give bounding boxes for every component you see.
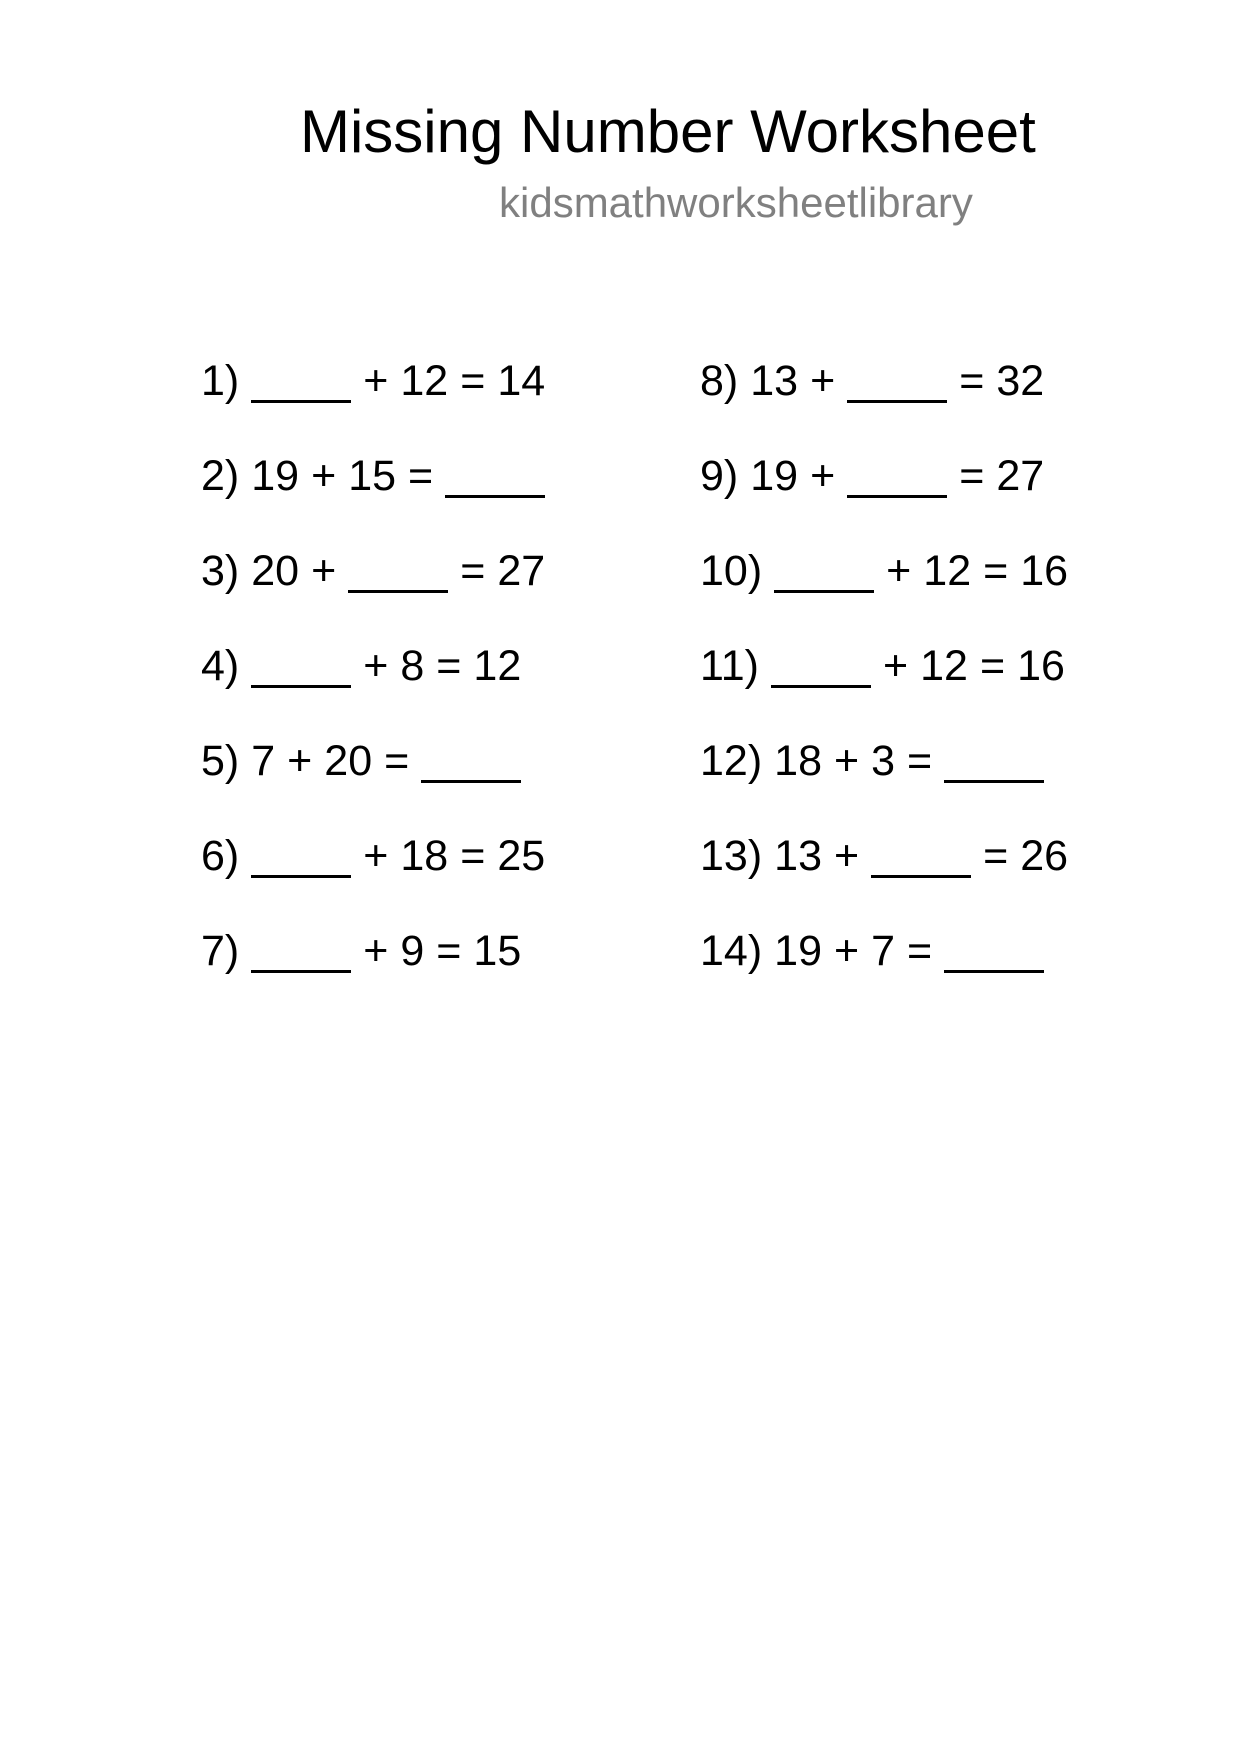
result: 26	[1020, 832, 1069, 880]
operator: +	[363, 357, 389, 405]
answer-blank[interactable]	[847, 451, 947, 498]
worksheet-title: Missing Number Worksheet	[300, 98, 1036, 165]
problem-number: 12)	[700, 737, 763, 785]
problem-number: 3)	[201, 547, 240, 595]
answer-blank[interactable]	[251, 926, 351, 973]
equals-sign: =	[979, 642, 1006, 690]
problem-number: 14)	[700, 927, 763, 975]
answer-blank[interactable]	[847, 356, 947, 403]
equals-sign: =	[460, 357, 486, 405]
answer-blank[interactable]	[348, 546, 448, 593]
operand-b: 20	[324, 737, 373, 785]
operand-b: 8	[400, 642, 425, 690]
operand-a: 18	[774, 737, 822, 785]
problem-number: 4)	[201, 642, 240, 690]
answer-blank[interactable]	[445, 451, 545, 498]
operator: +	[287, 737, 313, 785]
operator: +	[810, 357, 836, 405]
answer-blank[interactable]	[871, 831, 971, 878]
equals-sign: =	[907, 737, 933, 785]
operator: +	[363, 832, 389, 880]
operator: +	[810, 452, 836, 500]
problem-item	[700, 633, 1080, 728]
problem-item	[201, 443, 557, 538]
equals-sign: =	[983, 547, 1009, 595]
operand-b: 18	[400, 832, 449, 880]
operand-b: 12	[920, 642, 968, 690]
operator: +	[311, 547, 337, 595]
answer-blank[interactable]	[251, 641, 351, 688]
problem-number: 6)	[201, 832, 240, 880]
problem-number: 5)	[201, 737, 240, 785]
problem-item	[700, 823, 1080, 918]
answer-blank[interactable]	[771, 641, 871, 688]
answer-blank[interactable]	[944, 926, 1044, 973]
operator: +	[363, 927, 389, 975]
answer-blank[interactable]	[944, 736, 1044, 783]
problem-item	[700, 728, 1080, 823]
equals-sign: =	[959, 452, 985, 500]
problem-item	[201, 823, 557, 918]
result: 15	[473, 927, 522, 975]
problem-item	[700, 538, 1080, 633]
problems-left-column	[201, 348, 557, 1013]
problem-item	[700, 348, 1080, 443]
operator: +	[834, 832, 860, 880]
problems-right-column	[700, 348, 1080, 1013]
problem-number: 11)	[700, 642, 759, 690]
problem-item	[201, 348, 557, 443]
equals-sign: =	[460, 547, 486, 595]
operator: +	[882, 642, 909, 690]
result: 25	[497, 832, 546, 880]
problem-item	[201, 633, 557, 728]
answer-blank[interactable]	[251, 356, 351, 403]
result: 14	[497, 357, 546, 405]
result: 12	[473, 642, 522, 690]
operand-b: 7	[871, 927, 896, 975]
equals-sign: =	[408, 452, 434, 500]
operator: +	[363, 642, 389, 690]
operand-a: 7	[251, 737, 276, 785]
answer-blank[interactable]	[774, 546, 874, 593]
problem-item	[700, 918, 1080, 1013]
worksheet-source: kidsmathworksheetlibrary	[499, 179, 973, 226]
problem-item	[201, 538, 557, 633]
operand-b: 12	[923, 547, 972, 595]
result: 16	[1017, 642, 1065, 690]
problem-number: 13)	[700, 832, 763, 880]
problem-number: 7)	[201, 927, 240, 975]
problem-item	[201, 728, 557, 823]
equals-sign: =	[384, 737, 410, 785]
problem-number: 10)	[700, 547, 763, 595]
operator: +	[886, 547, 912, 595]
operand-a: 13	[750, 357, 799, 405]
equals-sign: =	[436, 642, 462, 690]
operand-b: 15	[348, 452, 397, 500]
operator: +	[834, 737, 860, 785]
equals-sign: =	[907, 927, 933, 975]
problem-item	[700, 443, 1080, 538]
equals-sign: =	[436, 927, 462, 975]
result: 16	[1020, 547, 1069, 595]
problem-number: 8)	[700, 357, 739, 405]
equals-sign: =	[983, 832, 1009, 880]
result: 32	[996, 357, 1045, 405]
operand-b: 9	[400, 927, 425, 975]
answer-blank[interactable]	[251, 831, 351, 878]
result: 27	[497, 547, 546, 595]
equals-sign: =	[460, 832, 486, 880]
problem-number: 2)	[201, 452, 240, 500]
problem-number: 9)	[700, 452, 739, 500]
operand-a: 19	[750, 452, 799, 500]
operator: +	[311, 452, 337, 500]
operand-a: 19	[774, 927, 822, 975]
operand-a: 13	[774, 832, 822, 880]
operand-a: 20	[251, 547, 300, 595]
operator: +	[834, 927, 860, 975]
equals-sign: =	[959, 357, 985, 405]
problem-number: 1)	[201, 357, 240, 405]
operand-a: 19	[251, 452, 300, 500]
operand-b: 12	[400, 357, 449, 405]
operand-b: 3	[871, 737, 896, 785]
answer-blank[interactable]	[421, 736, 521, 783]
result: 27	[996, 452, 1045, 500]
problem-item	[201, 918, 557, 1013]
